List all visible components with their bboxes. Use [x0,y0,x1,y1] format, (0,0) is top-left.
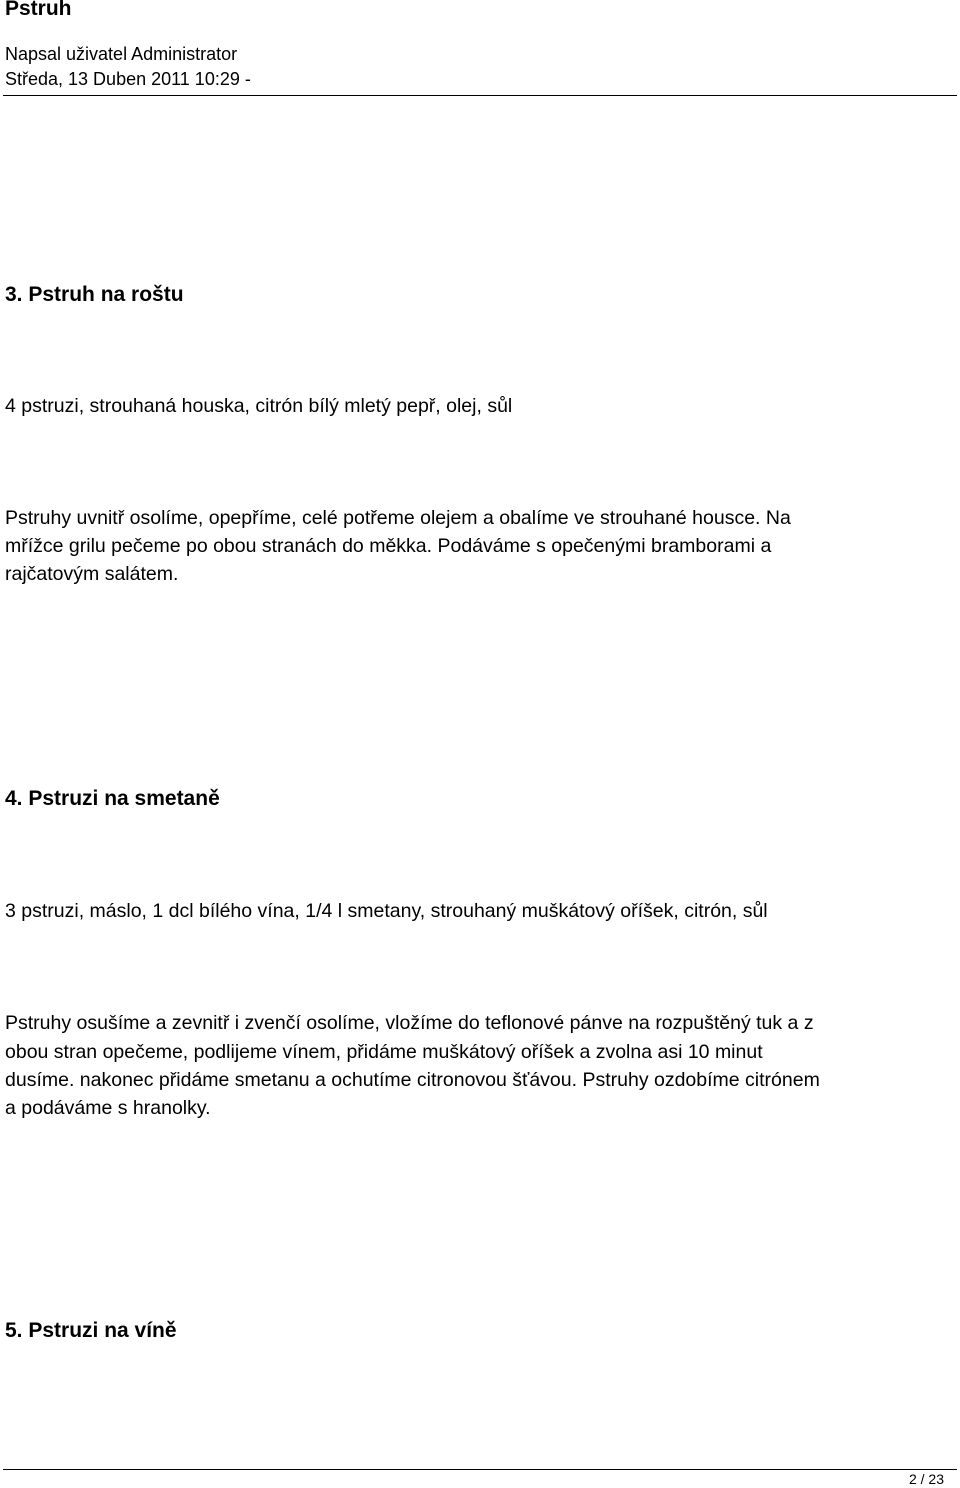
page-number: 2 / 23 [908,1471,944,1487]
section-heading: 3. Pstruh na roštu [5,283,184,306]
instruction-line: a podáváme s hranolky. [5,1097,211,1119]
author-line: Napsal uživatel Administrator [5,44,238,64]
document-title: Pstruh [5,0,72,20]
instruction-line: Pstruhy osušíme a zevnitř i zvenčí osolíme, vložíme do teflonové pánve na rozpuštěný tuk a z [5,1012,814,1034]
header-divider [3,95,957,96]
date-line: Středa, 13 Duben 2011 10:29 - [5,69,251,89]
instruction-line: obou stran opečeme, podlijeme vínem, přidáme muškátový oříšek a zvolna asi 10 minut [5,1041,763,1063]
instruction-line: dusíme. nakonec přidáme smetanu a ochutíme citronovou šťávou. Pstruhy ozdobíme citrónem [5,1069,820,1091]
section-heading: 5. Pstruzi na víně [5,1319,177,1342]
section-heading: 4. Pstruzi na smetaně [5,787,220,810]
ingredients: 4 pstruzi, strouhaná houska, citrón bílý mletý pepř, olej, sůl [5,395,513,417]
instruction-line: rajčatovým salátem. [5,563,179,585]
footer-divider [3,1469,957,1470]
instruction-line: mřížce grilu pečeme po obou stranách do měkka. Podáváme s opečenými bramborami a [5,535,772,557]
instruction-line: Pstruhy uvnitř osolíme, opepříme, celé potřeme olejem a obalíme ve strouhané housce. Na [5,507,791,529]
ingredients: 3 pstruzi, máslo, 1 dcl bílého vína, 1/4 l smetany, strouhaný muškátový oříšek, citrón, sůl [5,900,768,922]
